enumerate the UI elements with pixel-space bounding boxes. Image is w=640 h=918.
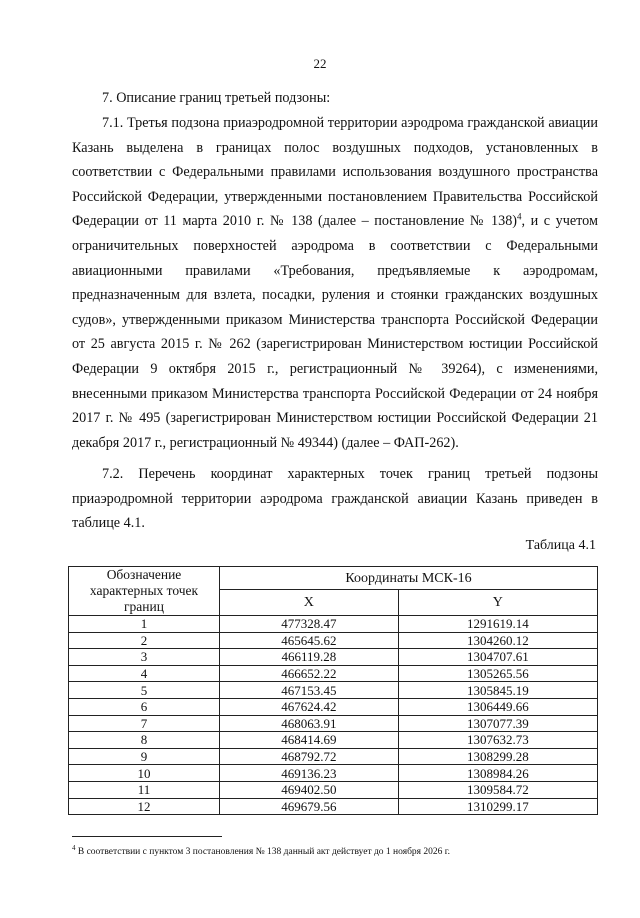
coords-header: Координаты МСК-16 xyxy=(220,567,598,590)
paragraph-7-1-text-cont: , и с учетом ограничительных поверхностей аэродрома в соответствии с Федеральными авиационными правилами «Требования, предъявляемые к аэродромам, предназначенным для взлета, посадки, руления и стоянки гражданских воздушных судов», утвержденными приказом Министерства транспорта Российской Федерации от 25 августа 2015 г. № 262 (зарегистрирован Министерством юстиции Российской Федерации 9 октября 2015 г., регистрационный № 39264), с изменениями, внесенными приказом Министерства транспорта Российской Федерации от 24 ноября 2017 г. № 495 (зарегистрирован Министерством юстиции Российской Федерации 21 декабря 2017 г., регистрационный № 49344) (далее – ФАП-262). xyxy=(72,213,598,451)
y-cell: 1308299.28 xyxy=(398,748,597,765)
point-cell: 5 xyxy=(69,682,220,699)
y-cell: 1308984.26 xyxy=(398,765,597,782)
page-number: 22 xyxy=(313,56,327,71)
table-row xyxy=(69,632,598,649)
y-cell: 1307632.73 xyxy=(398,732,597,749)
point-cell: 10 xyxy=(69,765,220,782)
x-cell: 466119.28 xyxy=(220,649,399,666)
y-cell: 1309584.72 xyxy=(398,781,597,798)
table-row xyxy=(69,616,598,633)
point-cell: 12 xyxy=(69,798,220,815)
paragraph-7-2: 7.2. Перечень координат характерных точек границ третьей подзоны приаэродромной территории аэродрома гражданской авиации Казань приведен в таблице 4.1. xyxy=(72,466,598,532)
table-row xyxy=(69,732,598,749)
point-cell: 7 xyxy=(69,715,220,732)
y-cell: 1304260.12 xyxy=(398,632,597,649)
x-column-header: X xyxy=(220,590,399,616)
x-cell: 469136.23 xyxy=(220,765,399,782)
table-row xyxy=(69,765,598,782)
x-cell: 469679.56 xyxy=(220,798,399,815)
paragraph-7-1-text: 7.1. Третья подзона приаэродромной территории аэродрома гражданской авиации Казань выделена в границах полос воздушных подходов, установленных в соответствии с Федеральными правилами использования воздушного пространства Российской Федерации, утвержденными постановлением Правительства Российской Федерации от 11 марта 2010 г. № 138 (далее – постановление № 138) xyxy=(72,115,598,230)
paragraph-7-1 xyxy=(72,111,598,455)
table-row xyxy=(69,665,598,682)
table-row xyxy=(69,715,598,732)
y-cell: 1304707.61 xyxy=(398,649,597,666)
table-row xyxy=(69,781,598,798)
y-cell: 1291619.14 xyxy=(398,616,597,633)
y-column-header: Y xyxy=(398,590,597,616)
footnote-text: В соответствии с пунктом 3 постановления № 138 данный акт действует до 1 ноября 2026 г. xyxy=(75,847,450,858)
point-cell: 4 xyxy=(69,665,220,682)
table-row xyxy=(69,649,598,666)
point-cell: 6 xyxy=(69,698,220,715)
x-cell: 467624.42 xyxy=(220,698,399,715)
point-cell: 9 xyxy=(69,748,220,765)
table-row xyxy=(69,748,598,765)
point-cell: 3 xyxy=(69,649,220,666)
x-cell: 468063.91 xyxy=(220,715,399,732)
section-heading: 7. Описание границ третьей подзоны: xyxy=(102,90,331,106)
point-cell: 1 xyxy=(69,616,220,633)
x-cell: 477328.47 xyxy=(220,616,399,633)
point-cell: 11 xyxy=(69,781,220,798)
x-cell: 468414.69 xyxy=(220,732,399,749)
y-cell: 1307077.39 xyxy=(398,715,597,732)
x-cell: 469402.50 xyxy=(220,781,399,798)
table-caption: Таблица 4.1 xyxy=(525,538,596,553)
table-row xyxy=(69,798,598,815)
y-cell: 1306449.66 xyxy=(398,698,597,715)
x-cell: 465645.62 xyxy=(220,632,399,649)
footnote xyxy=(72,842,612,858)
coordinates-table xyxy=(68,566,598,815)
table-row xyxy=(69,698,598,715)
y-cell: 1305265.56 xyxy=(398,665,597,682)
x-cell: 467153.45 xyxy=(220,682,399,699)
x-cell: 468792.72 xyxy=(220,748,399,765)
footnote-divider xyxy=(72,836,222,837)
footnote-mark: 4 xyxy=(72,844,76,852)
point-cell: 8 xyxy=(69,732,220,749)
x-cell: 466652.22 xyxy=(220,665,399,682)
point-cell: 2 xyxy=(69,632,220,649)
y-cell: 1305845.19 xyxy=(398,682,597,699)
point-column-header: Обозначение характерных точек границ xyxy=(69,567,220,616)
footnote-ref: 4 xyxy=(517,211,522,222)
y-cell: 1310299.17 xyxy=(398,798,597,815)
table-row xyxy=(69,682,598,699)
